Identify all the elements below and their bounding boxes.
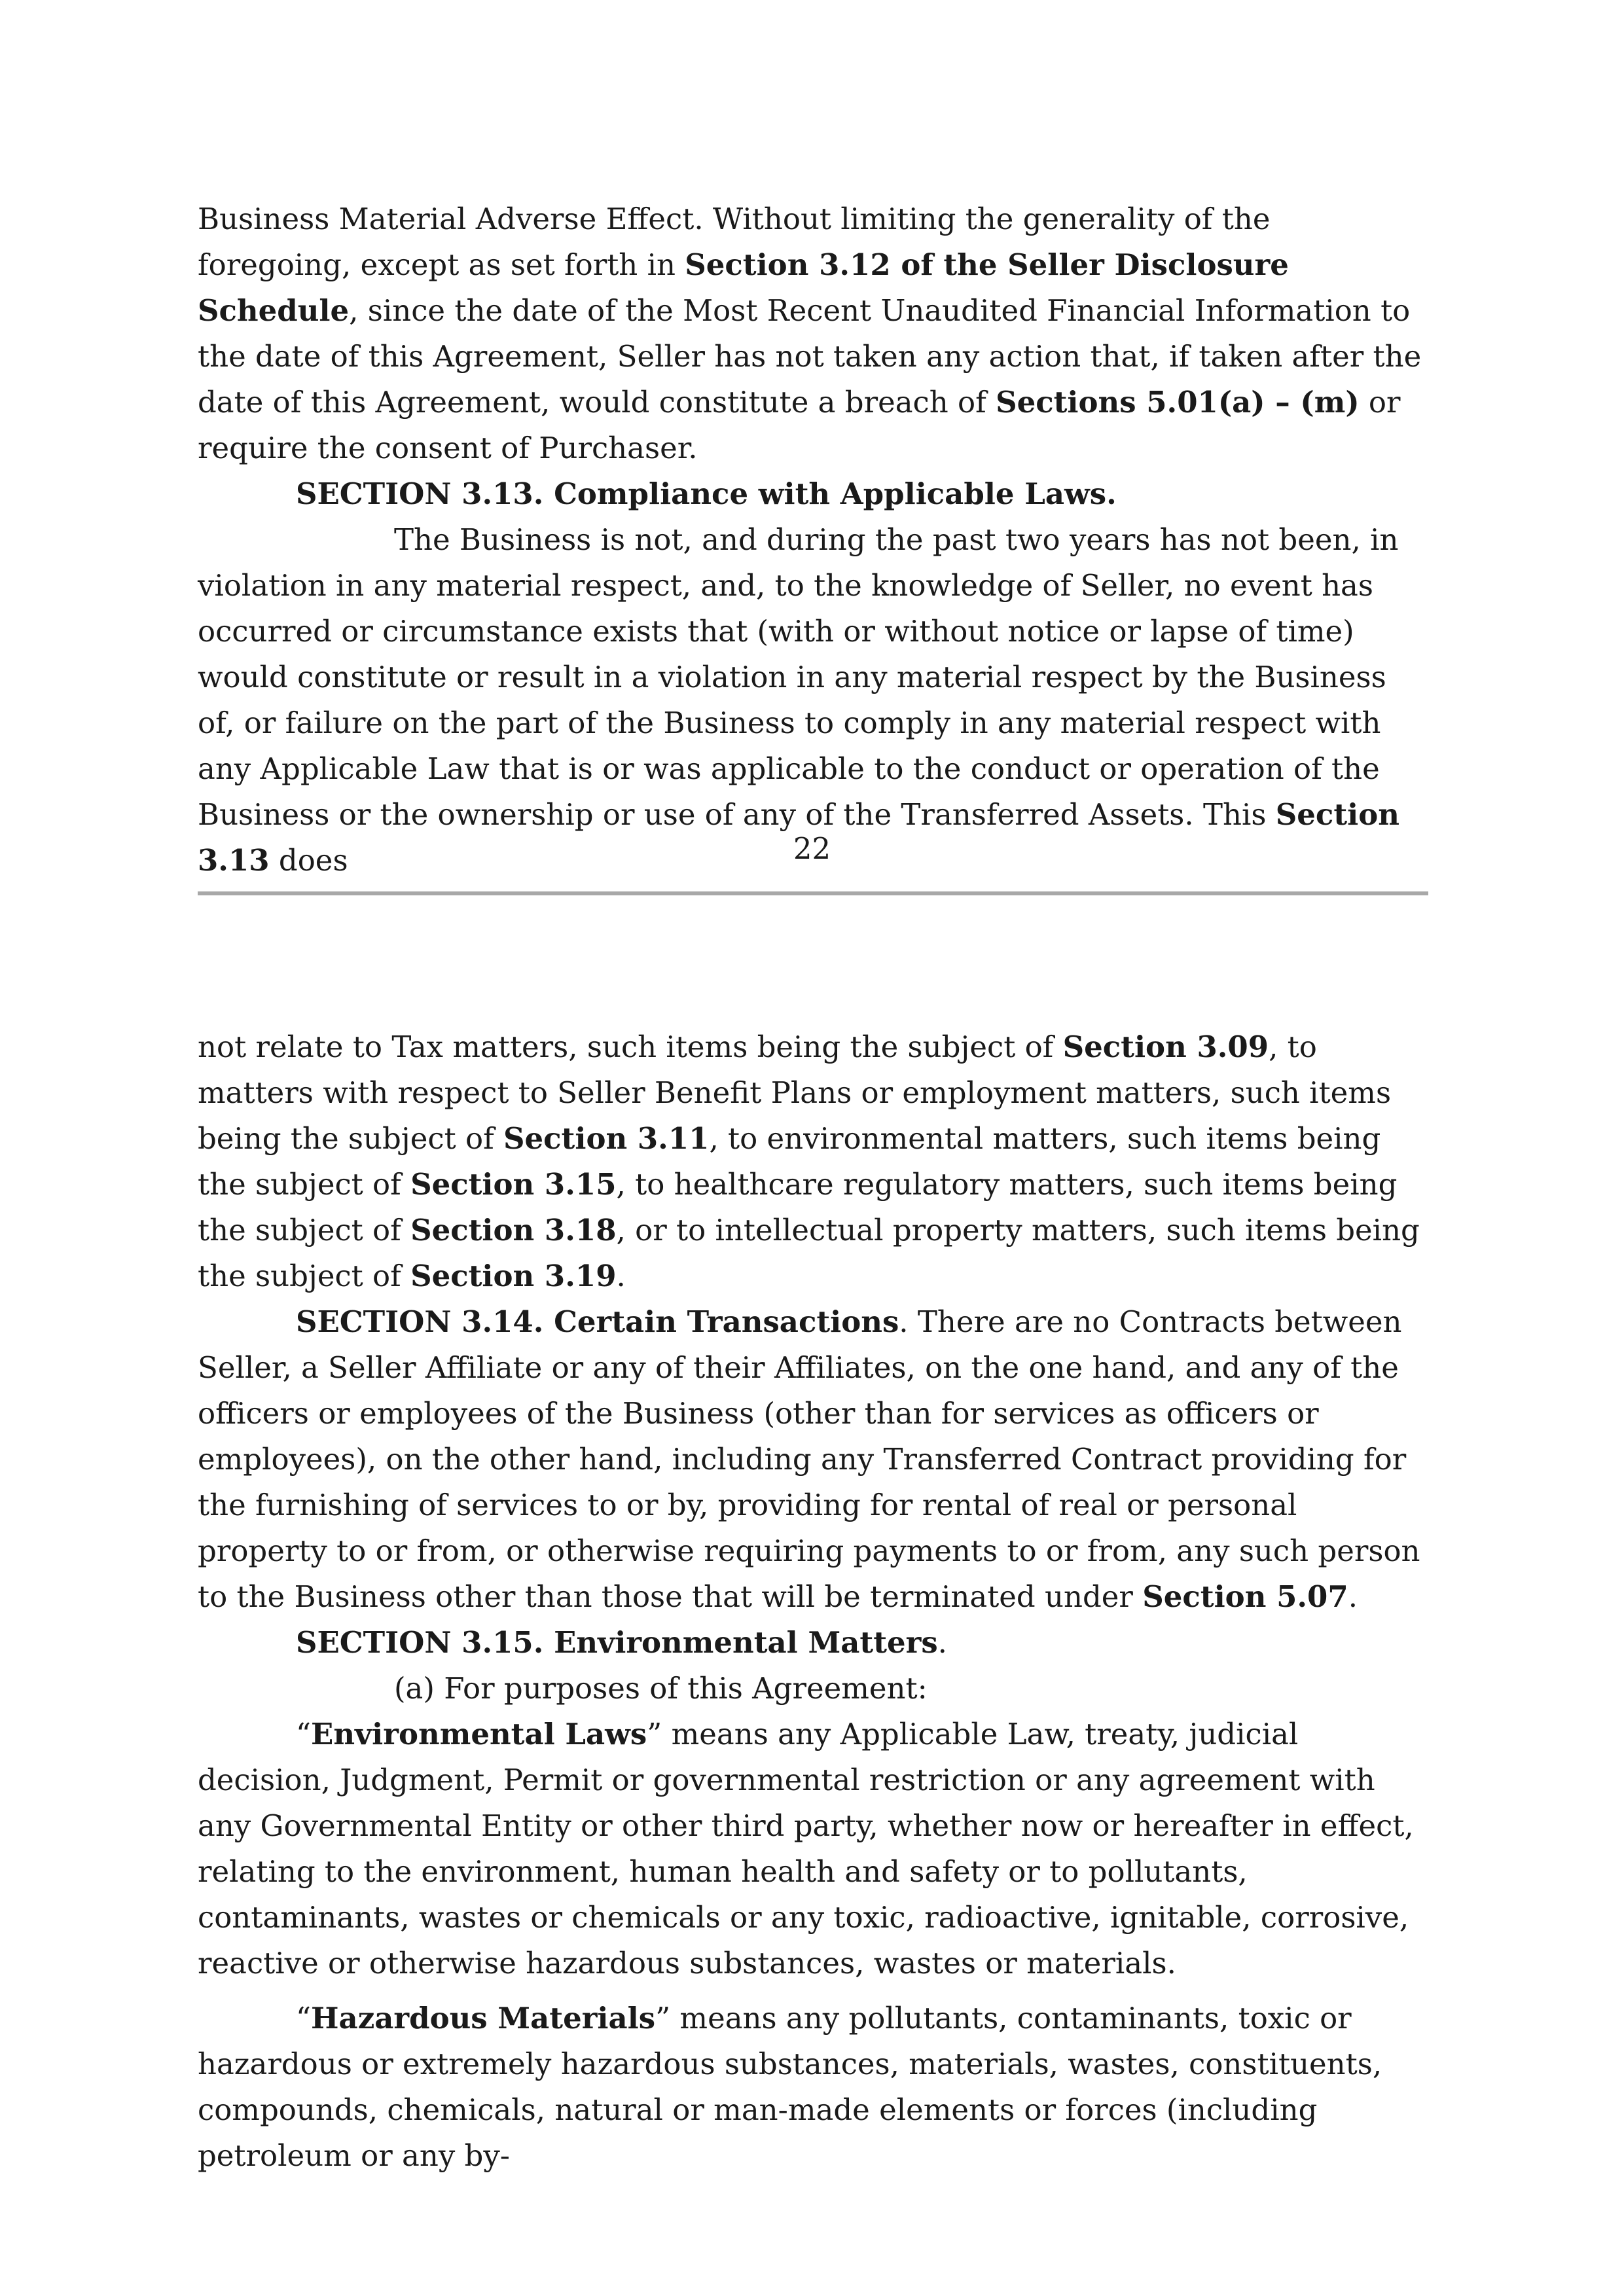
paragraph-text: Business Material Adverse Effect. Without limiting the generality of the foregoing, except as set forth in xyxy=(198,202,1271,282)
section-heading: SECTION 3.14. Certain Transactions xyxy=(296,1304,899,1339)
section-3-15-heading xyxy=(198,1620,1428,1666)
section-reference: Section 3.12 of the Seller Disclosure Schedule xyxy=(198,247,1289,328)
paragraph-text: , to matters with respect to Seller Benefit Plans or employment matters, such items being the subject of xyxy=(198,1030,1392,1156)
upper-page-body xyxy=(198,196,1428,884)
paragraph-text: The Business is not, and during the past two years has not been, in violation in any material respect, and, to the knowledge of Seller, no event has occurred or circumstance exists that (with or without notice or lapse of time) would constitute or result in a violation in any material respect by the Business of, or failure on the part of the Business to comply in any material respect with any Applicable Law that is or was applicable to the conduct or operation of the Business or the ownership or use of any of the Transferred Assets. This xyxy=(198,522,1399,832)
paragraph-text: . There are no Contracts between Seller, a Seller Affiliate or any of their Affiliates, on the one hand, and any of the officers or employees of the Business (other than for services as officers or employees), on the other hand, including any Transferred Contract providing for the furnishing of services to or by, providing for rental of real or personal property to or from, or otherwise requiring payments to or from, any such person to the Business other than those that will be terminated under xyxy=(198,1304,1420,1614)
section-reference: Section 3.19 xyxy=(410,1259,617,1293)
section-3-13-heading xyxy=(198,471,1428,517)
carryover-paragraph xyxy=(198,196,1428,471)
lower-page-body xyxy=(198,1024,1428,2179)
paragraph-text: , since the date of the Most Recent Unaudited Financial Information to the date of this Agreement, Seller has not taken any action that, if taken after the date of this Agreement, would constitute a breach of xyxy=(198,293,1422,420)
paragraph-text: , to healthcare regulatory matters, such items being the subject of xyxy=(198,1167,1398,1247)
paragraph-text: not relate to Tax matters, such items being the subject of xyxy=(198,1030,1063,1064)
section-reference: Sections 5.01(a) – (m) xyxy=(996,385,1360,420)
paragraph-text: . xyxy=(1348,1579,1358,1614)
section-reference: Section 3.18 xyxy=(410,1213,617,1247)
defined-term: Environmental Laws xyxy=(311,1717,647,1751)
paragraph-text: , or to intellectual property matters, such items being the subject of xyxy=(198,1213,1420,1293)
page-number: 22 xyxy=(793,831,831,866)
paragraph-text: does xyxy=(269,843,348,878)
section-reference: Section 3.13 xyxy=(198,797,1399,878)
paragraph-text: , to environmental matters, such items being the subject of xyxy=(198,1121,1381,1202)
section-reference: Section 3.09 xyxy=(1062,1030,1269,1064)
page-break-divider xyxy=(198,891,1428,895)
definition-text: ” means any pollutants, contaminants, toxic or hazardous or extremely hazardous substances, materials, wastes, constituents, compounds, chemicals, natural or man-made elements or forces (including petroleum or any by- xyxy=(198,2001,1382,2173)
section-heading: SECTION 3.13. Compliance with Applicable Laws. xyxy=(296,476,1117,511)
section-3-14-paragraph xyxy=(198,1299,1428,1620)
section-reference: Section 3.11 xyxy=(503,1121,710,1156)
defined-term: Hazardous Materials xyxy=(311,2001,656,2036)
quote-mark: “ xyxy=(296,1717,312,1751)
section-reference: Section 3.15 xyxy=(410,1167,617,1202)
item-a xyxy=(198,1666,1428,1712)
paragraph-text: or require the consent of Purchaser. xyxy=(198,385,1401,465)
definition-text: ” means any Applicable Law, treaty, judicial decision, Judgment, Permit or governmental restriction or any agreement with any Governmental Entity or other third party, whether now or hereafter in effect, relating to the environment, human health and safety or to pollutants, contaminants, wastes or chemicals or any toxic, radioactive, ignitable, corrosive, reactive or otherwise hazardous substances, wastes or materials. xyxy=(198,1717,1414,1981)
quote-mark: “ xyxy=(296,2001,312,2036)
section-heading: SECTION 3.15. Environmental Matters xyxy=(296,1625,938,1660)
definition-hazardous-materials xyxy=(198,1996,1428,2179)
list-item-text: (a) For purposes of this Agreement: xyxy=(394,1671,928,1706)
paragraph-text: . xyxy=(616,1259,626,1293)
definition-environmental-laws xyxy=(198,1712,1428,1986)
continued-paragraph xyxy=(198,1024,1428,1299)
heading-punctuation: . xyxy=(937,1625,947,1660)
section-reference: Section 5.07 xyxy=(1142,1579,1348,1614)
